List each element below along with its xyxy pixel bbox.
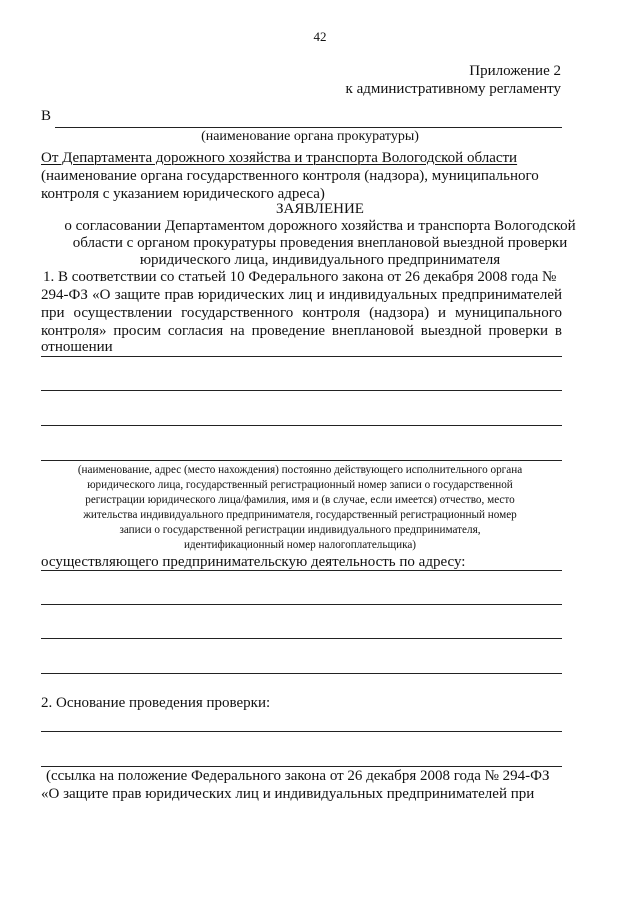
section1-line-2: 294-ФЗ «О защите прав юридических лиц и индивидуальных предпринимателей	[41, 287, 562, 303]
entity-caption-2: юридического лица, государственный регистрационный номер записи о государственной	[87, 479, 513, 491]
address-field-line-3[interactable]	[41, 638, 562, 639]
prosecutor-name-field[interactable]	[55, 127, 562, 128]
appendix-subtitle: к административному регламенту	[345, 81, 561, 97]
address-field-line-1[interactable]	[41, 570, 562, 571]
address-label: осуществляющего предпринимательскую деятельность по адресу:	[41, 554, 466, 570]
heading-line-3: юридического лица, индивидуального предпринимателя	[139, 252, 501, 268]
basis-field-line-2[interactable]	[41, 766, 562, 767]
to-prefix: В	[41, 108, 52, 124]
document-title: ЗАЯВЛЕНИЕ	[276, 201, 364, 217]
entity-field-line-1[interactable]	[41, 356, 562, 357]
entity-caption-5: записи о государственной регистрации индивидуального предпринимателя,	[119, 524, 481, 536]
entity-caption-3: регистрации юридического лица/фамилия, имя и (в случае, если имеется) отчество, место	[85, 494, 515, 506]
prosecutor-caption: (наименование органа прокуратуры)	[201, 129, 419, 144]
from-line: От Департамента дорожного хозяйства и транспорта Вологодской области	[41, 150, 518, 166]
appendix-title: Приложение 2	[469, 63, 561, 79]
entity-caption-6: идентификационный номер налогоплательщика)	[183, 539, 417, 551]
from-caption-2: контроля с указанием юридического адреса)	[41, 186, 325, 202]
basis-field-line-1[interactable]	[41, 731, 562, 732]
address-field-line-2[interactable]	[41, 604, 562, 605]
section1-line-3: при осуществлении государственного контроля (надзора) и муниципального	[41, 305, 562, 321]
entity-caption-4: жительства индивидуального предпринимателя, государственный регистрационный номер	[83, 509, 517, 521]
entity-field-line-4[interactable]	[41, 460, 562, 461]
section2-label: 2. Основание проведения проверки:	[41, 695, 271, 711]
page-number: 42	[313, 29, 327, 44]
section1-line-5: отношении	[41, 339, 113, 355]
entity-field-line-3[interactable]	[41, 425, 562, 426]
heading-line-2: области с органом прокуратуры проведения внеплановой выездной проверки	[72, 235, 568, 251]
address-field-line-4[interactable]	[41, 673, 562, 674]
section1-line-4: контроля» просим согласия на проведение внеплановой выездной проверки в	[41, 323, 562, 339]
heading-line-1: о согласовании Департаментом дорожного хозяйства и транспорта Вологодской	[64, 218, 576, 234]
from-caption-1: (наименование органа государственного контроля (надзора), муниципального	[41, 168, 539, 184]
entity-caption-1: (наименование, адрес (место нахождения) постоянно действующего исполнительного органа	[77, 464, 523, 476]
reference-line-2: «О защите прав юридических лиц и индивидуальных предпринимателей при	[41, 786, 535, 802]
entity-field-line-2[interactable]	[41, 390, 562, 391]
reference-line-1: (ссылка на положение Федерального закона от 26 декабря 2008 года № 294-ФЗ	[46, 768, 550, 784]
section1-line-1: 1. В соответствии со статьей 10 Федерального закона от 26 декабря 2008 года №	[43, 269, 557, 285]
